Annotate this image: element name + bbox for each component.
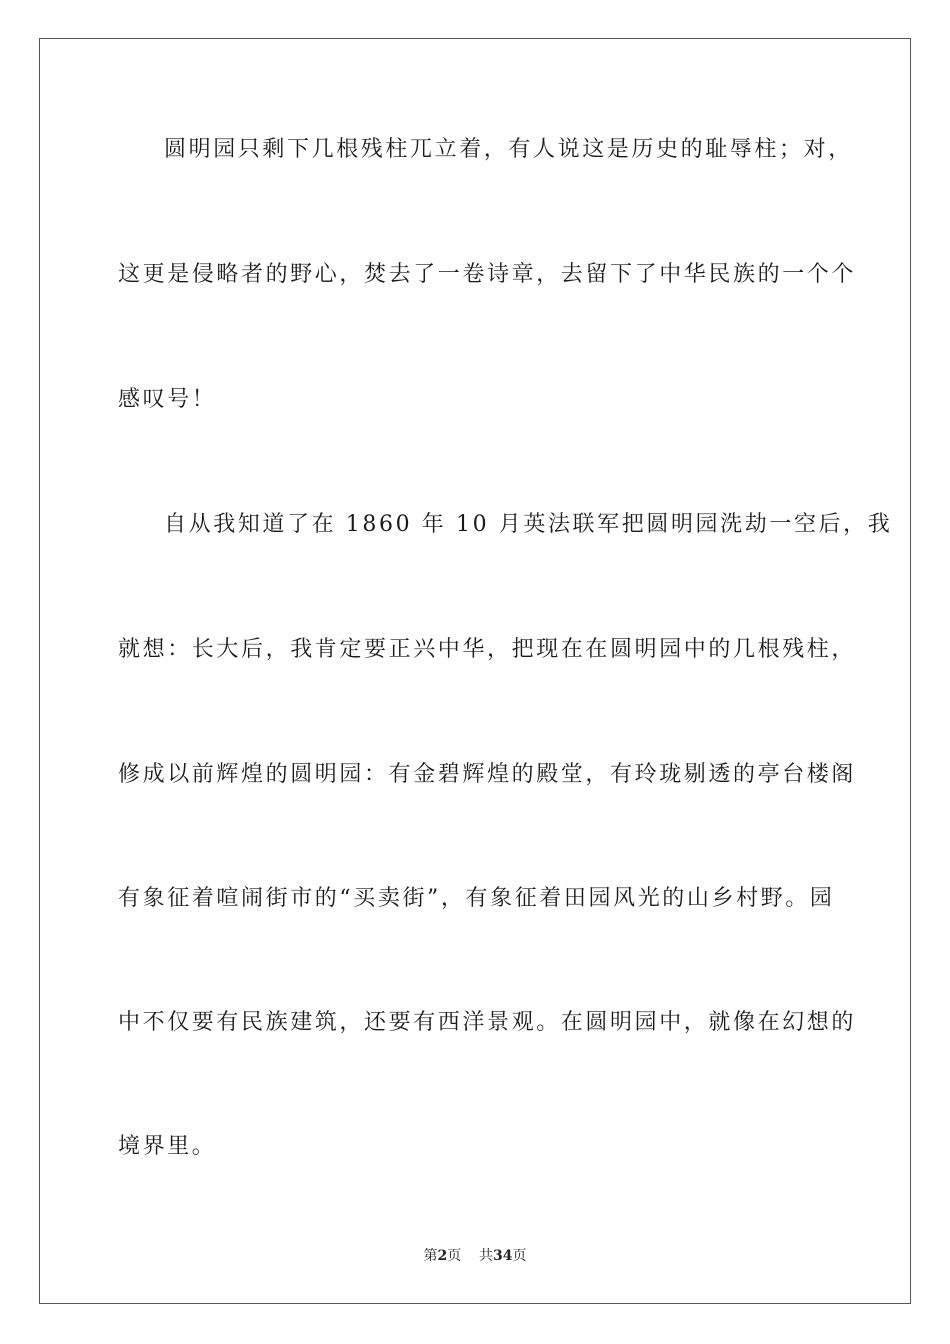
total-prefix: 共	[479, 1248, 494, 1264]
page-frame	[39, 38, 911, 1304]
page-prefix: 第	[423, 1248, 438, 1264]
paragraph-line-1: 圆明园只剩下几根残柱兀立着，有人说这是历史的耻辱柱；对，	[164, 137, 853, 162]
paragraph-line-6: 修成以前辉煌的圆明园：有金碧辉煌的殿堂，有玲珑剔透的亭台楼阁	[118, 762, 857, 787]
page-number: 2	[437, 1248, 448, 1264]
total-pages: 34	[493, 1248, 513, 1264]
paragraph-line-8: 中不仅要有民族建筑，还要有西洋景观。在圆明园中，就像在幻想的	[118, 1010, 857, 1035]
paragraph-line-2: 这更是侵略者的野心，焚去了一卷诗章，去留下了中华民族的一个个	[118, 262, 857, 287]
page-suffix: 页	[447, 1248, 462, 1264]
paragraph-line-7: 有象征着喧闹街市的“买卖街”，有象征着田园风光的山乡村野。园	[118, 886, 835, 911]
total-suffix: 页	[512, 1248, 527, 1264]
paragraph-line-4: 自从我知道了在 1860 年 10 月英法联军把圆明园洗劫一空后，我	[164, 512, 893, 537]
page-footer	[0, 1247, 950, 1265]
paragraph-line-3: 感叹号！	[118, 387, 217, 412]
paragraph-line-9: 境界里。	[118, 1134, 217, 1159]
paragraph-line-5: 就想：长大后，我肯定要正兴中华，把现在在圆明园中的几根残柱，	[118, 637, 857, 662]
